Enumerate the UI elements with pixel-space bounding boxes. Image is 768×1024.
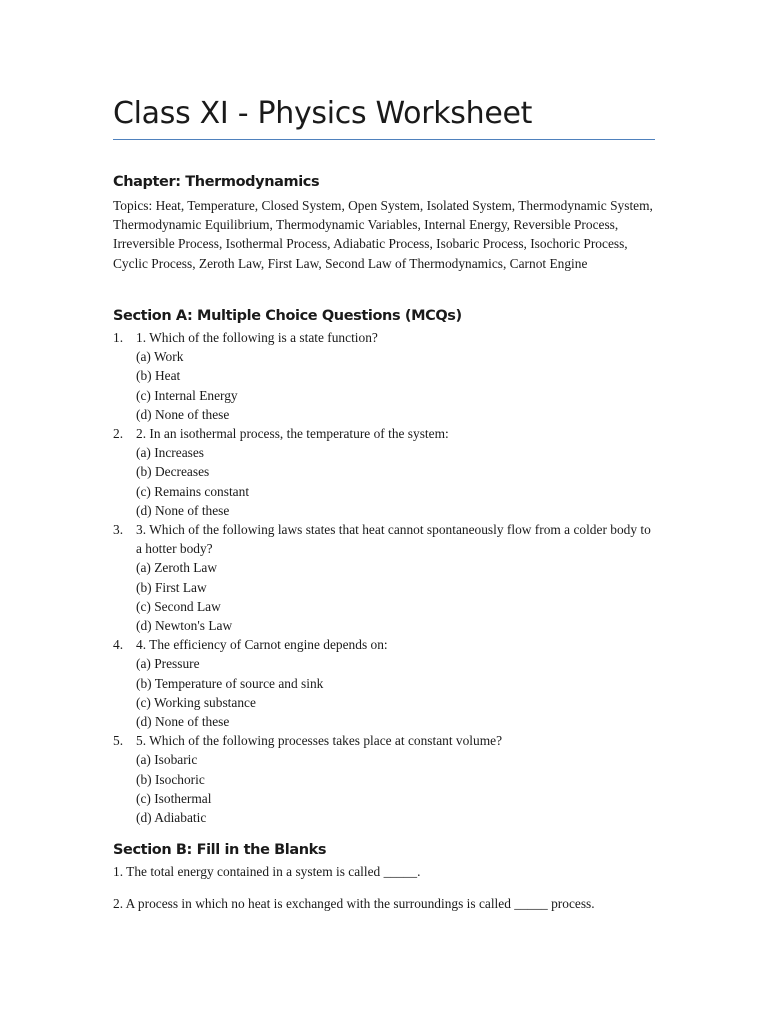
option-c: (c) Isothermal xyxy=(136,790,212,806)
option-a: (a) Pressure xyxy=(136,656,200,672)
option-d: (d) None of these xyxy=(136,502,230,518)
page-title: Class XI - Physics Worksheet xyxy=(113,96,533,131)
option-b: (b) Heat xyxy=(136,368,181,384)
option-d: (d) Adiabatic xyxy=(136,810,207,826)
topics-paragraph: Topics: Heat, Temperature, Closed System, Open System, Isolated System, Thermodynamic System, Thermodynamic Equilibrium, Thermodynamic Variables, Internal Energy, Reversible Process, Irreversible Process, Isothermal Process, Adiabatic Process, Isobaric Process, Isochoric Process, Cyclic Process, Zeroth Law, First Law, Second Law of Thermodynamics, Carnot Engine xyxy=(113,198,653,271)
question-item xyxy=(113,731,658,827)
option-d: (d) None of these xyxy=(136,406,230,422)
option-a: (a) Zeroth Law xyxy=(136,560,218,576)
question-number: 2. xyxy=(113,426,124,442)
option-a: (a) Increases xyxy=(136,445,205,461)
question-text: 3. Which of the following laws states that heat cannot spontaneously flow from a colder body to a hotter body? xyxy=(136,522,651,557)
fill-blank-item: 2. A process in which no heat is exchanged with the surroundings is called _____ process. xyxy=(113,896,595,911)
chapter-heading: Chapter: Thermodynamics xyxy=(113,174,320,190)
option-b: (b) First Law xyxy=(136,579,207,595)
fill-blank-item: 1. The total energy contained in a system is called _____. xyxy=(113,864,421,879)
title-underline xyxy=(113,139,655,140)
question-number: 1. xyxy=(113,330,124,345)
option-b: (b) Decreases xyxy=(136,464,210,480)
option-c: (c) Remains constant xyxy=(136,483,250,499)
option-d: (d) None of these xyxy=(136,714,230,730)
question-number: 5. xyxy=(113,733,124,749)
question-number: 4. xyxy=(113,637,124,653)
section-a-heading: Section A: Multiple Choice Questions (MCQs) xyxy=(113,308,462,324)
section-b-heading: Section B: Fill in the Blanks xyxy=(113,842,327,858)
question-number: 3. xyxy=(113,522,124,538)
question-text: 1. Which of the following is a state function? xyxy=(136,330,378,345)
question-text: 2. In an isothermal process, the temperature of the system: xyxy=(136,426,449,442)
mcq-list xyxy=(113,328,658,827)
question-text: 4. The efficiency of Carnot engine depends on: xyxy=(136,637,388,653)
option-c: (c) Second Law xyxy=(136,598,221,614)
option-c: (c) Working substance xyxy=(136,694,256,710)
option-a: (a) Work xyxy=(136,349,184,365)
question-text: 5. Which of the following processes takes place at constant volume? xyxy=(136,733,503,749)
option-b: (b) Temperature of source and sink xyxy=(136,675,324,691)
option-c: (c) Internal Energy xyxy=(136,387,238,403)
question-item xyxy=(113,520,658,635)
question-item xyxy=(113,424,658,520)
option-b: (b) Isochoric xyxy=(136,771,205,787)
option-a: (a) Isobaric xyxy=(136,752,198,768)
option-d: (d) Newton's Law xyxy=(136,618,233,634)
question-item xyxy=(113,328,658,424)
question-item xyxy=(113,635,658,731)
